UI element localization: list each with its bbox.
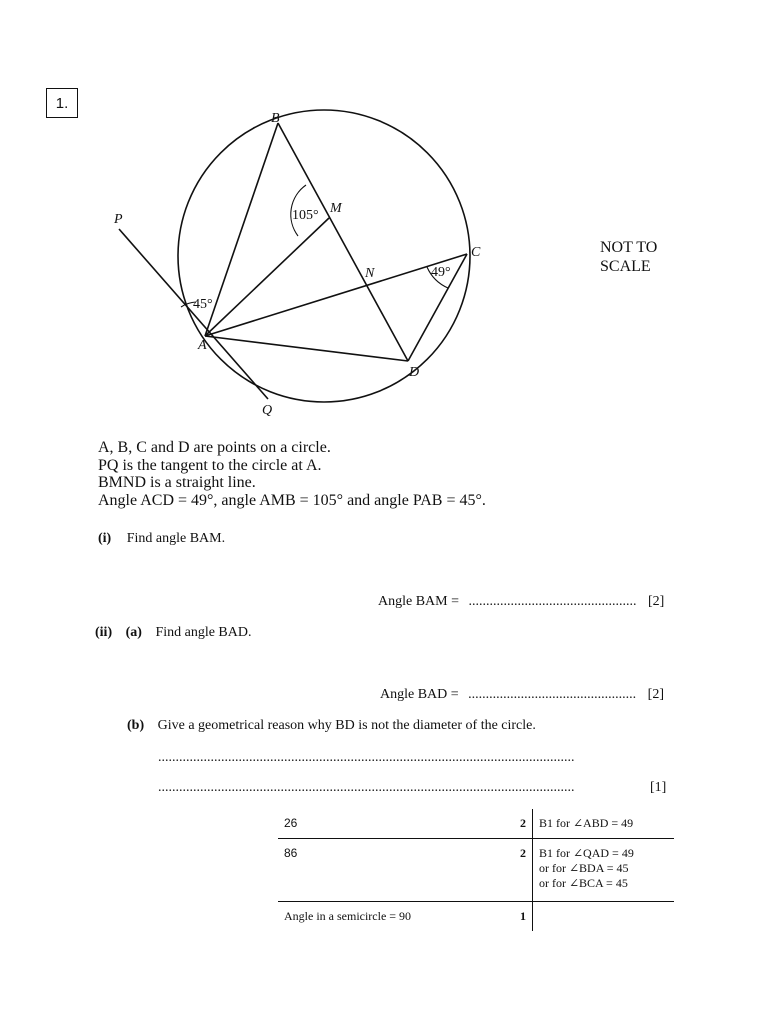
table-row bbox=[278, 902, 674, 932]
part-ii-b-dots-1[interactable]: ....................................................................................................................... bbox=[158, 750, 575, 765]
not-to-scale-line-1: NOT TO bbox=[600, 239, 658, 256]
statement-1: A, B, C and D are points on a circle. bbox=[98, 439, 331, 456]
part-ii-b-marks: [1] bbox=[650, 780, 667, 795]
statement-3: BMND is a straight line. bbox=[98, 474, 256, 491]
part-ii-b-answer-line-1 bbox=[158, 750, 640, 766]
part-ii-a bbox=[95, 625, 252, 641]
markscheme-notes bbox=[533, 902, 675, 932]
markscheme-answer: 86 bbox=[278, 839, 480, 902]
part-ii-b-answer-line-2 bbox=[158, 780, 640, 796]
line-ab bbox=[205, 123, 278, 336]
circle bbox=[178, 110, 470, 402]
not-to-scale-line-2: SCALE bbox=[600, 258, 651, 275]
part-ii-b-dots-2[interactable]: ....................................................................................................................... bbox=[158, 780, 575, 795]
line-am bbox=[205, 218, 329, 336]
part-ii-b-prompt: Give a geometrical reason why BD is not the diameter of the circle. bbox=[157, 718, 536, 733]
label-c: C bbox=[471, 245, 481, 260]
part-i-label: (i) bbox=[98, 531, 112, 546]
label-b: B bbox=[271, 111, 280, 126]
label-q: Q bbox=[262, 403, 273, 418]
angle-label-pab: 45° bbox=[193, 297, 213, 312]
markscheme-note: B1 for ∠QAD = 49 bbox=[539, 846, 634, 860]
label-d: D bbox=[409, 365, 420, 380]
part-i bbox=[98, 531, 225, 547]
part-ii-a-answer-prefix: Angle BAD = bbox=[380, 687, 459, 702]
table-row bbox=[278, 809, 674, 839]
line-bd bbox=[278, 123, 408, 361]
part-i-answer-prefix: Angle BAM = bbox=[378, 594, 460, 609]
table-row bbox=[278, 839, 674, 902]
markscheme-notes bbox=[533, 839, 675, 902]
part-ii-a-label: (a) bbox=[125, 625, 142, 640]
markscheme-answer: 26 bbox=[278, 809, 480, 839]
part-ii-a-answer-dots[interactable]: ................................................ bbox=[468, 687, 637, 702]
statement-2: PQ is the tangent to the circle at A. bbox=[98, 456, 322, 474]
part-i-answer-line bbox=[378, 594, 664, 610]
not-to-scale-note bbox=[600, 238, 657, 276]
question-statements bbox=[98, 439, 486, 509]
markscheme-answer: Angle in a semicircle = 90 bbox=[284, 909, 412, 923]
angle-label-acd: 49° bbox=[431, 265, 451, 280]
part-ii-a-answer-line bbox=[380, 687, 664, 703]
part-ii-b-label: (b) bbox=[127, 718, 145, 733]
line-ad bbox=[205, 336, 408, 361]
question-number: 1. bbox=[55, 94, 69, 112]
markscheme-mark: 2 bbox=[480, 809, 533, 839]
circle-diagram bbox=[0, 0, 768, 440]
markscheme-mark: 2 bbox=[480, 839, 533, 902]
tangent-pq bbox=[119, 229, 268, 399]
part-ii-a-prompt: Find angle BAD. bbox=[155, 625, 252, 640]
label-n: N bbox=[365, 266, 375, 281]
markscheme-note: B1 for ∠ABD = 49 bbox=[539, 816, 634, 830]
angle-label-amb: 105° bbox=[292, 208, 319, 223]
markscheme-note: or for ∠BDA = 45 bbox=[539, 861, 629, 875]
part-ii-b bbox=[127, 718, 536, 734]
markscheme-table bbox=[278, 809, 674, 931]
part-ii-label: (ii) bbox=[95, 625, 113, 640]
markscheme-note: or for ∠BCA = 45 bbox=[539, 876, 628, 890]
statement-4: Angle ACD = 49°, angle AMB = 105° and angle PAB = 45°. bbox=[98, 491, 486, 509]
part-i-marks: [2] bbox=[648, 594, 665, 609]
part-ii-a-marks: [2] bbox=[647, 687, 664, 702]
label-a: A bbox=[198, 338, 207, 353]
markscheme-mark: 1 bbox=[480, 902, 533, 932]
label-m: M bbox=[330, 201, 342, 216]
markscheme-notes bbox=[533, 809, 675, 839]
label-p: P bbox=[114, 212, 123, 227]
part-i-answer-dots[interactable]: ................................................ bbox=[468, 594, 637, 609]
part-i-prompt: Find angle BAM. bbox=[126, 531, 226, 546]
